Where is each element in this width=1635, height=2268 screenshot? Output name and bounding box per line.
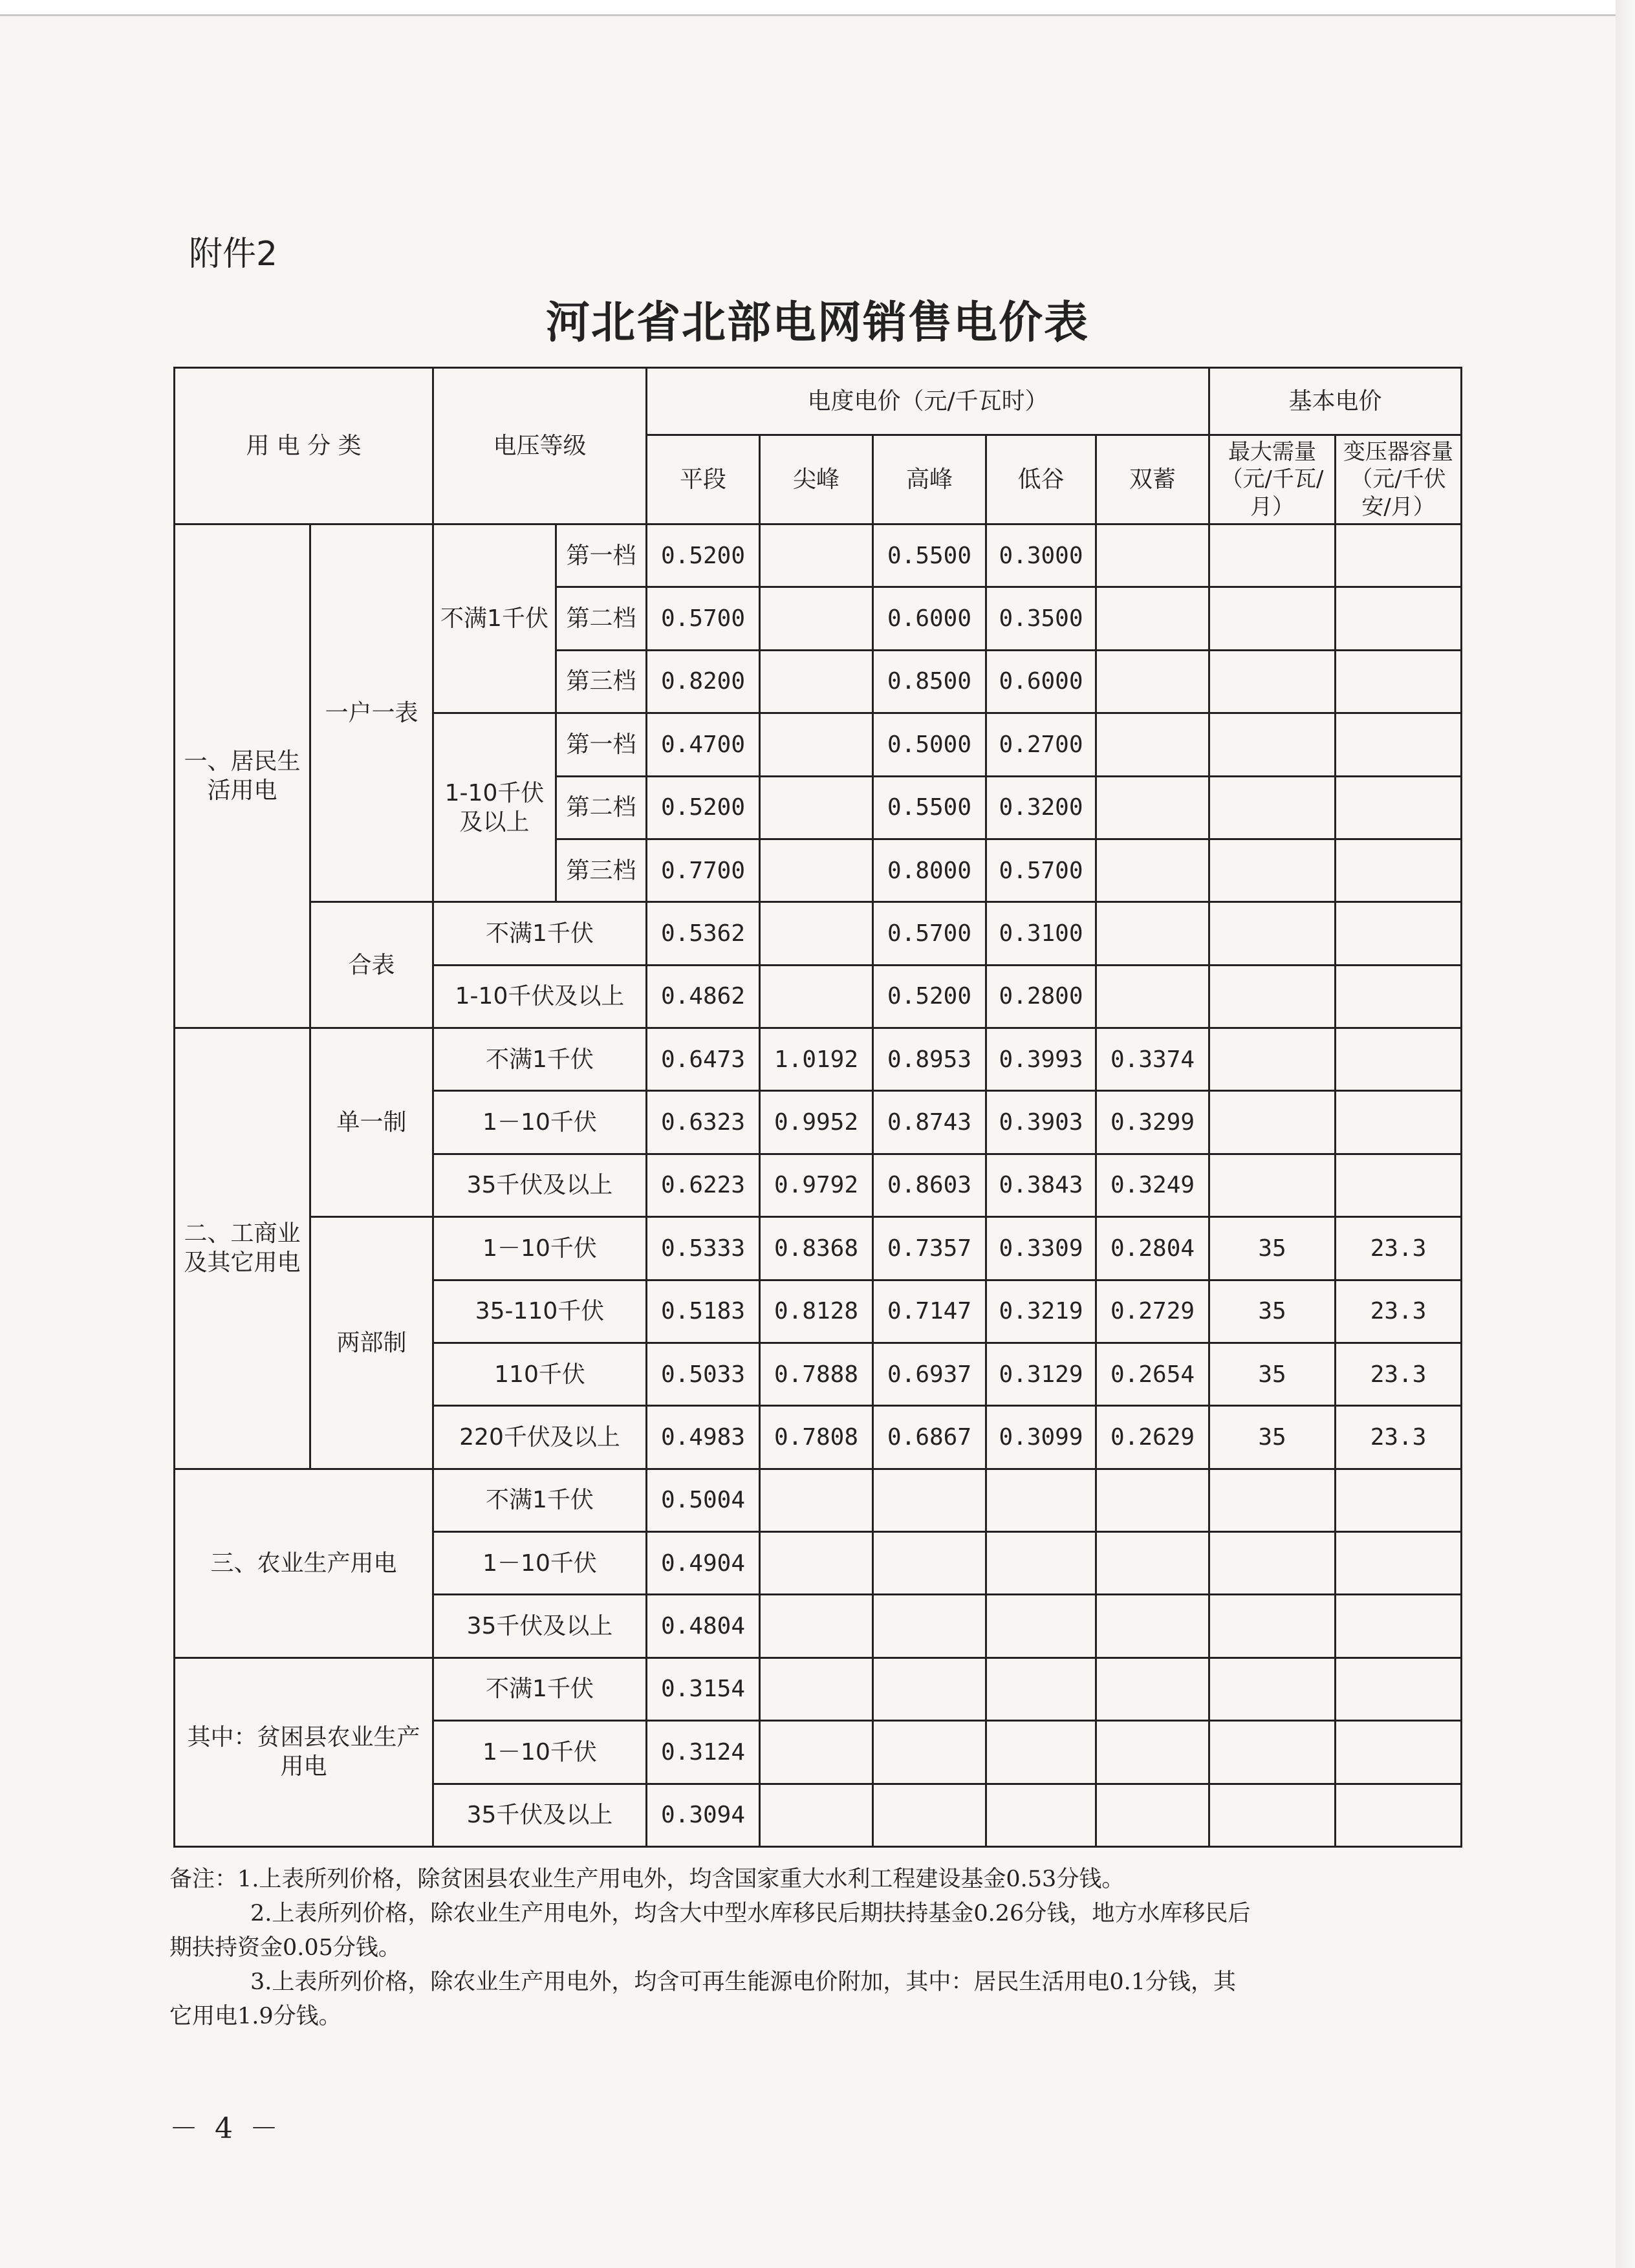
notes bbox=[169, 1863, 1453, 2034]
section-poor-county: 其中：贫困县农业生产用电 bbox=[175, 1658, 433, 1846]
voltage-1-10kv-above: 1-10千伏及以上 bbox=[433, 713, 556, 902]
section-agricultural: 三、农业生产用电 bbox=[175, 1469, 433, 1658]
valley-value: 0.3309 bbox=[986, 1217, 1096, 1280]
capacity-value bbox=[1336, 1532, 1462, 1595]
dual-value bbox=[1096, 1595, 1209, 1658]
dual-value: 0.2729 bbox=[1096, 1280, 1209, 1343]
valley-value: 0.2700 bbox=[986, 713, 1096, 776]
subsection-two-part: 两部制 bbox=[310, 1217, 433, 1469]
demand-value bbox=[1209, 1028, 1336, 1091]
voltage-label: 110千伏 bbox=[433, 1343, 647, 1405]
capacity-value bbox=[1336, 1469, 1462, 1531]
valley-value bbox=[986, 1721, 1096, 1784]
dual-value bbox=[1096, 902, 1209, 965]
dual-value: 0.2629 bbox=[1096, 1406, 1209, 1469]
sharp-value bbox=[760, 965, 873, 1028]
note-2-continued: 期扶持资金0.05分钱。 bbox=[169, 1935, 401, 1961]
demand-value bbox=[1209, 1469, 1336, 1531]
peak-value: 0.8500 bbox=[873, 650, 986, 713]
voltage-label: 1－10千伏 bbox=[433, 1721, 647, 1784]
dual-value bbox=[1096, 1658, 1209, 1720]
voltage-label: 1－10千伏 bbox=[433, 1217, 647, 1280]
flat-value: 0.8200 bbox=[647, 650, 760, 713]
peak-value bbox=[873, 1784, 986, 1847]
note-2: 2.上表所列价格，除农业生产用电外，均含大中型水库移民后期扶持基金0.26分钱，地方水库移民后 bbox=[250, 1901, 1251, 1927]
demand-value bbox=[1209, 902, 1336, 965]
capacity-value bbox=[1336, 713, 1462, 776]
capacity-value bbox=[1336, 1028, 1462, 1091]
capacity-value bbox=[1336, 1784, 1462, 1847]
table-row bbox=[175, 1658, 1462, 1720]
header-dual-storage: 双蓄 bbox=[1096, 435, 1209, 524]
peak-value: 0.7147 bbox=[873, 1280, 986, 1343]
dual-value bbox=[1096, 650, 1209, 713]
voltage-label: 1-10千伏及以上 bbox=[433, 965, 647, 1028]
demand-value bbox=[1209, 587, 1336, 650]
sharp-value bbox=[760, 587, 873, 650]
capacity-value bbox=[1336, 1091, 1462, 1154]
valley-value: 0.3903 bbox=[986, 1091, 1096, 1154]
flat-value: 0.6323 bbox=[647, 1091, 760, 1154]
scan-top-edge bbox=[0, 0, 1635, 16]
sharp-value bbox=[760, 902, 873, 965]
peak-value: 0.5700 bbox=[873, 902, 986, 965]
voltage-label: 不满1千伏 bbox=[433, 1658, 647, 1720]
valley-value: 0.3200 bbox=[986, 776, 1096, 839]
peak-value: 0.5200 bbox=[873, 965, 986, 1028]
peak-value bbox=[873, 1658, 986, 1720]
voltage-label: 35千伏及以上 bbox=[433, 1154, 647, 1216]
capacity-value bbox=[1336, 1658, 1462, 1720]
tier-label: 第一档 bbox=[556, 713, 647, 776]
flat-value: 0.4804 bbox=[647, 1595, 760, 1658]
sharp-value bbox=[760, 776, 873, 839]
voltage-under-1kv: 不满1千伏 bbox=[433, 524, 556, 713]
note-1: 备注：1.上表所列价格，除贫困县农业生产用电外，均含国家重大水利工程建设基金0.53分钱。 bbox=[169, 1866, 1125, 1892]
table-row bbox=[175, 1217, 1462, 1280]
flat-value: 0.4862 bbox=[647, 965, 760, 1028]
voltage-label: 220千伏及以上 bbox=[433, 1406, 647, 1469]
valley-value: 0.6000 bbox=[986, 650, 1096, 713]
demand-value: 35 bbox=[1209, 1406, 1336, 1469]
tier-label: 第二档 bbox=[556, 776, 647, 839]
dual-value bbox=[1096, 965, 1209, 1028]
sharp-value bbox=[760, 1595, 873, 1658]
peak-value: 0.6867 bbox=[873, 1406, 986, 1469]
flat-value: 0.5362 bbox=[647, 902, 760, 965]
dual-value bbox=[1096, 839, 1209, 902]
voltage-label: 不满1千伏 bbox=[433, 902, 647, 965]
peak-value: 0.6937 bbox=[873, 1343, 986, 1405]
header-transformer-capacity: 变压器容量（元/千伏安/月） bbox=[1336, 435, 1462, 524]
capacity-value: 23.3 bbox=[1336, 1217, 1462, 1280]
peak-value: 0.8603 bbox=[873, 1154, 986, 1216]
header-flat: 平段 bbox=[647, 435, 760, 524]
price-table bbox=[173, 367, 1462, 1848]
page-number: － 4 － bbox=[169, 2112, 282, 2145]
header-max-demand: 最大需量（元/千瓦/月） bbox=[1209, 435, 1336, 524]
peak-value bbox=[873, 1469, 986, 1531]
valley-value bbox=[986, 1658, 1096, 1720]
subsection-combined-meter: 合表 bbox=[310, 902, 433, 1028]
peak-value bbox=[873, 1532, 986, 1595]
tier-label: 第二档 bbox=[556, 587, 647, 650]
demand-value: 35 bbox=[1209, 1343, 1336, 1405]
header-sharp-peak: 尖峰 bbox=[760, 435, 873, 524]
sharp-value: 1.0192 bbox=[760, 1028, 873, 1091]
tier-label: 第一档 bbox=[556, 524, 647, 587]
valley-value: 0.3100 bbox=[986, 902, 1096, 965]
page-title: 河北省北部电网销售电价表 bbox=[545, 297, 1089, 349]
table-row bbox=[175, 1028, 1462, 1091]
sharp-value bbox=[760, 1784, 873, 1847]
demand-value bbox=[1209, 1784, 1336, 1847]
demand-value bbox=[1209, 1532, 1336, 1595]
capacity-value: 23.3 bbox=[1336, 1343, 1462, 1405]
valley-value bbox=[986, 1469, 1096, 1531]
valley-value: 0.3843 bbox=[986, 1154, 1096, 1216]
demand-value bbox=[1209, 524, 1336, 587]
valley-value bbox=[986, 1784, 1096, 1847]
dual-value: 0.2654 bbox=[1096, 1343, 1209, 1405]
flat-value: 0.4983 bbox=[647, 1406, 760, 1469]
demand-value: 35 bbox=[1209, 1280, 1336, 1343]
flat-value: 0.6473 bbox=[647, 1028, 760, 1091]
dual-value: 0.3249 bbox=[1096, 1154, 1209, 1216]
flat-value: 0.4700 bbox=[647, 713, 760, 776]
flat-value: 0.5700 bbox=[647, 587, 760, 650]
sharp-value: 0.7888 bbox=[760, 1343, 873, 1405]
demand-value bbox=[1209, 1154, 1336, 1216]
demand-value: 35 bbox=[1209, 1217, 1336, 1280]
section-commercial: 二、工商业及其它用电 bbox=[175, 1028, 310, 1469]
valley-value: 0.3500 bbox=[986, 587, 1096, 650]
peak-value: 0.5500 bbox=[873, 524, 986, 587]
capacity-value bbox=[1336, 1154, 1462, 1216]
sharp-value bbox=[760, 713, 873, 776]
peak-value: 0.7357 bbox=[873, 1217, 986, 1280]
tier-label: 第三档 bbox=[556, 650, 647, 713]
valley-value: 0.3099 bbox=[986, 1406, 1096, 1469]
capacity-value bbox=[1336, 839, 1462, 902]
sharp-value: 0.9952 bbox=[760, 1091, 873, 1154]
sharp-value: 0.8128 bbox=[760, 1280, 873, 1343]
demand-value bbox=[1209, 965, 1336, 1028]
capacity-value: 23.3 bbox=[1336, 1406, 1462, 1469]
flat-value: 0.6223 bbox=[647, 1154, 760, 1216]
dual-value: 0.2804 bbox=[1096, 1217, 1209, 1280]
sharp-value: 0.8368 bbox=[760, 1217, 873, 1280]
voltage-label: 35千伏及以上 bbox=[433, 1595, 647, 1658]
flat-value: 0.5183 bbox=[647, 1280, 760, 1343]
valley-value: 0.3219 bbox=[986, 1280, 1096, 1343]
flat-value: 0.5200 bbox=[647, 524, 760, 587]
peak-value: 0.8743 bbox=[873, 1091, 986, 1154]
capacity-value: 23.3 bbox=[1336, 1280, 1462, 1343]
demand-value bbox=[1209, 1721, 1336, 1784]
subsection-single-system: 单一制 bbox=[310, 1028, 433, 1217]
voltage-label: 35千伏及以上 bbox=[433, 1784, 647, 1847]
table-row bbox=[175, 524, 1462, 587]
valley-value: 0.3000 bbox=[986, 524, 1096, 587]
sharp-value: 0.7808 bbox=[760, 1406, 873, 1469]
capacity-value bbox=[1336, 587, 1462, 650]
section-residential: 一、居民生活用电 bbox=[175, 524, 310, 1028]
demand-value bbox=[1209, 839, 1336, 902]
flat-value: 0.3094 bbox=[647, 1784, 760, 1847]
flat-value: 0.5200 bbox=[647, 776, 760, 839]
flat-value: 0.5333 bbox=[647, 1217, 760, 1280]
note-3: 3.上表所列价格，除农业生产用电外，均含可再生能源电价附加，其中：居民生活用电0.1分钱，其 bbox=[250, 1969, 1237, 1995]
valley-value: 0.5700 bbox=[986, 839, 1096, 902]
demand-value bbox=[1209, 1091, 1336, 1154]
table-row bbox=[175, 1469, 1462, 1531]
sharp-value bbox=[760, 839, 873, 902]
subsection-per-household: 一户一表 bbox=[310, 524, 433, 902]
flat-value: 0.4904 bbox=[647, 1532, 760, 1595]
sharp-value bbox=[760, 524, 873, 587]
flat-value: 0.5033 bbox=[647, 1343, 760, 1405]
voltage-label: 不满1千伏 bbox=[433, 1028, 647, 1091]
dual-value bbox=[1096, 1784, 1209, 1847]
table-row bbox=[175, 902, 1462, 965]
capacity-value bbox=[1336, 650, 1462, 713]
demand-value bbox=[1209, 1658, 1336, 1720]
valley-value bbox=[986, 1532, 1096, 1595]
header-basic-price: 基本电价 bbox=[1209, 368, 1462, 435]
demand-value bbox=[1209, 713, 1336, 776]
valley-value: 0.3993 bbox=[986, 1028, 1096, 1091]
dual-value bbox=[1096, 713, 1209, 776]
flat-value: 0.5004 bbox=[647, 1469, 760, 1531]
demand-value bbox=[1209, 776, 1336, 839]
peak-value: 0.6000 bbox=[873, 587, 986, 650]
sharp-value bbox=[760, 1658, 873, 1720]
peak-value: 0.5500 bbox=[873, 776, 986, 839]
tier-label: 第三档 bbox=[556, 839, 647, 902]
note-3-continued: 它用电1.9分钱。 bbox=[169, 2003, 341, 2029]
dual-value: 0.3374 bbox=[1096, 1028, 1209, 1091]
sharp-value bbox=[760, 1469, 873, 1531]
capacity-value bbox=[1336, 1721, 1462, 1784]
header-voltage: 电压等级 bbox=[433, 368, 647, 524]
valley-value: 0.3129 bbox=[986, 1343, 1096, 1405]
demand-value bbox=[1209, 650, 1336, 713]
valley-value bbox=[986, 1595, 1096, 1658]
capacity-value bbox=[1336, 776, 1462, 839]
demand-value bbox=[1209, 1595, 1336, 1658]
dual-value bbox=[1096, 776, 1209, 839]
flat-value: 0.7700 bbox=[647, 839, 760, 902]
voltage-label: 不满1千伏 bbox=[433, 1469, 647, 1531]
sharp-value bbox=[760, 650, 873, 713]
flat-value: 0.3124 bbox=[647, 1721, 760, 1784]
voltage-label: 1－10千伏 bbox=[433, 1091, 647, 1154]
peak-value bbox=[873, 1721, 986, 1784]
dual-value bbox=[1096, 524, 1209, 587]
sharp-value: 0.9792 bbox=[760, 1154, 873, 1216]
dual-value bbox=[1096, 1532, 1209, 1595]
header-peak: 高峰 bbox=[873, 435, 986, 524]
sharp-value bbox=[760, 1721, 873, 1784]
header-category: 用 电 分 类 bbox=[175, 368, 433, 524]
dual-value bbox=[1096, 1469, 1209, 1531]
header-energy-price: 电度电价（元/千瓦时） bbox=[647, 368, 1209, 435]
sharp-value bbox=[760, 1532, 873, 1595]
capacity-value bbox=[1336, 1595, 1462, 1658]
flat-value: 0.3154 bbox=[647, 1658, 760, 1720]
capacity-value bbox=[1336, 965, 1462, 1028]
peak-value: 0.8000 bbox=[873, 839, 986, 902]
dual-value bbox=[1096, 587, 1209, 650]
voltage-label: 1－10千伏 bbox=[433, 1532, 647, 1595]
valley-value: 0.2800 bbox=[986, 965, 1096, 1028]
capacity-value bbox=[1336, 524, 1462, 587]
peak-value bbox=[873, 1595, 986, 1658]
header-valley: 低谷 bbox=[986, 435, 1096, 524]
capacity-value bbox=[1336, 902, 1462, 965]
voltage-label: 35-110千伏 bbox=[433, 1280, 647, 1343]
attachment-label: 附件2 bbox=[189, 235, 278, 274]
dual-value: 0.3299 bbox=[1096, 1091, 1209, 1154]
dual-value bbox=[1096, 1721, 1209, 1784]
peak-value: 0.5000 bbox=[873, 713, 986, 776]
peak-value: 0.8953 bbox=[873, 1028, 986, 1091]
